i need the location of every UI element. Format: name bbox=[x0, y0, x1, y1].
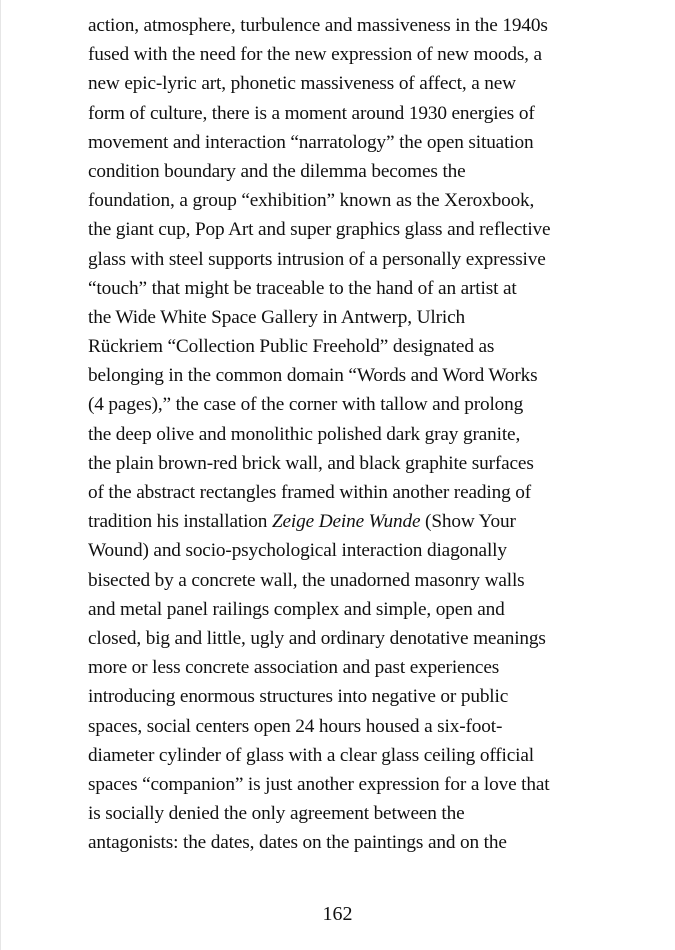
text-line: action, atmosphere, turbulence and massiveness in the 1940s bbox=[88, 15, 548, 36]
text-segment: (Show Your bbox=[420, 511, 516, 533]
text-line: the plain brown-red brick wall, and black graphite surfaces bbox=[88, 452, 534, 474]
text-line: new epic-lyric art, phonetic massiveness of affect, a new bbox=[88, 73, 516, 95]
artwork-title-italic: Zeige Deine Wunde bbox=[271, 511, 421, 533]
text-line: the giant cup, Pop Art and super graphics glass and reflective bbox=[88, 219, 551, 241]
text-line: spaces, social centers open 24 hours housed a six-foot- bbox=[88, 715, 503, 737]
body-text bbox=[88, 11, 598, 857]
text-line: Rückriem “Collection Public Freehold” designated as bbox=[88, 336, 495, 358]
text-segment: tradition his installation bbox=[88, 511, 272, 533]
text-line: more or less concrete association and past experiences bbox=[88, 657, 500, 679]
text-line: condition boundary and the dilemma becomes the bbox=[88, 160, 466, 182]
page-left-edge bbox=[0, 0, 1, 950]
text-line: is socially denied the only agreement between the bbox=[88, 803, 465, 825]
text-line: Wound) and socio-psychological interaction diagonally bbox=[88, 540, 507, 562]
text-line: form of culture, there is a moment around 1930 energies of bbox=[88, 102, 535, 124]
text-line: bisected by a concrete wall, the unadorned masonry walls bbox=[88, 569, 525, 591]
text-line: foundation, a group “exhibition” known as the Xeroxbook, bbox=[88, 190, 535, 212]
text-line: belonging in the common domain “Words and Word Works bbox=[88, 365, 538, 387]
text-line: introducing enormous structures into negative or public bbox=[88, 686, 509, 708]
text-line: movement and interaction “narratology” the open situation bbox=[88, 131, 534, 153]
text-line: fused with the need for the new expression of new moods, a bbox=[88, 44, 542, 66]
text-line: diameter cylinder of glass with a clear glass ceiling official bbox=[88, 744, 534, 766]
text-line: the Wide White Space Gallery in Antwerp, Ulrich bbox=[88, 306, 465, 328]
text-line: the deep olive and monolithic polished dark gray granite, bbox=[88, 423, 521, 445]
text-line: of the abstract rectangles framed within another reading of bbox=[88, 482, 531, 503]
text-line: and metal panel railings complex and simple, open and bbox=[88, 598, 505, 620]
text-line-with-italic-title bbox=[88, 507, 598, 536]
text-line: glass with steel supports intrusion of a personally expressive bbox=[88, 248, 546, 270]
page-number: 162 bbox=[322, 903, 353, 925]
text-line: spaces “companion” is just another expression for a love that bbox=[88, 773, 550, 795]
text-line: closed, big and little, ugly and ordinary denotative meanings bbox=[88, 627, 546, 649]
text-line: antagonists: the dates, dates on the paintings and on the bbox=[88, 832, 507, 854]
text-line: “touch” that might be traceable to the hand of an artist at bbox=[88, 277, 517, 299]
text-line: (4 pages),” the case of the corner with tallow and prolong bbox=[88, 394, 524, 416]
